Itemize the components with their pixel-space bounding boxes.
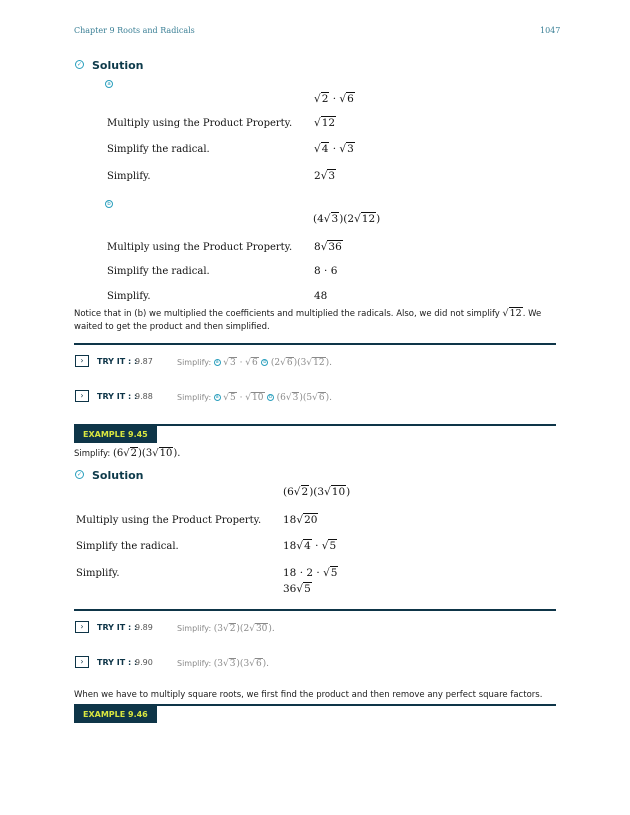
try-it-number: 9.87 (135, 357, 153, 366)
try-it-number: 9.89 (135, 623, 153, 632)
part-a-label: a (105, 80, 113, 88)
try-it-number: 9.90 (135, 658, 153, 667)
try-it-label: TRY IT : : (97, 392, 138, 401)
final-answer: 36√5 (283, 583, 311, 595)
step-text: Simplify. (107, 291, 151, 302)
try-it-expand-button[interactable]: › (75, 621, 89, 633)
step-math: 18 · 2 · √5 (283, 567, 338, 579)
step-math: 8√36 (314, 241, 342, 253)
step-math: 8 · 6 (314, 265, 338, 277)
try-it-expand-button[interactable]: › (75, 355, 89, 367)
try-it-exercise: Simplify: a √3 · √6 b (2√6)(3√12). (177, 358, 332, 368)
try-it-number: 9.88 (135, 392, 153, 401)
check-circle-icon: ✓ (76, 471, 83, 478)
part-a-start-expression: √2 · √6 (314, 93, 354, 105)
try-it-exercise: Simplify: (3√3)(3√6). (177, 659, 270, 669)
solution-title: Solution (92, 469, 144, 482)
closing-paragraph: When we have to multiply square roots, we first find the product and then remove any perfect square factors. (74, 690, 543, 700)
example-badge: EXAMPLE 9.46 (74, 706, 157, 723)
part-b-label: b (105, 200, 113, 208)
step-math: √4 · √3 (314, 143, 354, 155)
step-math: 18√20 (283, 514, 318, 526)
example-start-expression: (6√2)(3√10) (283, 486, 351, 498)
part-b-start-expression: (4√3)(2√12) (313, 213, 381, 225)
try-it-label: TRY IT : : (97, 357, 138, 366)
solution-title: Solution (92, 59, 144, 72)
step-math: 48 (314, 290, 328, 302)
step-text: Simplify the radical. (107, 144, 210, 155)
check-circle-icon: ✓ (76, 61, 83, 68)
step-text: Simplify. (76, 568, 120, 579)
try-it-exercise: Simplify: a √5 · √10 b (6√3)(5√6). (177, 393, 332, 403)
step-text: Multiply using the Product Property. (107, 242, 293, 253)
chapter-title: Chapter 9 Roots and Radicals (74, 26, 195, 35)
step-math: √12 (314, 117, 336, 129)
page-number: 1047 (540, 26, 561, 35)
step-text: Simplify the radical. (107, 266, 210, 277)
step-math: 2√3 (314, 170, 336, 182)
step-text: Multiply using the Product Property. (107, 118, 293, 129)
try-it-label: TRY IT : : (97, 623, 138, 632)
step-math: 18√4 · √5 (283, 540, 337, 552)
step-text: Multiply using the Product Property. (76, 515, 262, 526)
example-prompt: Simplify: (6√2)(3√10). (74, 448, 181, 459)
section-divider (74, 343, 556, 345)
example-badge: EXAMPLE 9.45 (74, 426, 157, 443)
section-divider (74, 609, 556, 611)
try-it-expand-button[interactable]: › (75, 656, 89, 668)
try-it-exercise: Simplify: (3√2)(2√30). (177, 624, 275, 634)
try-it-expand-button[interactable]: › (75, 390, 89, 402)
notice-paragraph: Notice that in (b) we multiplied the coefficients and multiplied the radicals. Also, we did not simplify √12. We waited to get the product and then simplified. (74, 308, 542, 332)
step-text: Simplify the radical. (76, 541, 179, 552)
try-it-label: TRY IT : : (97, 658, 138, 667)
step-text: Simplify. (107, 171, 151, 182)
